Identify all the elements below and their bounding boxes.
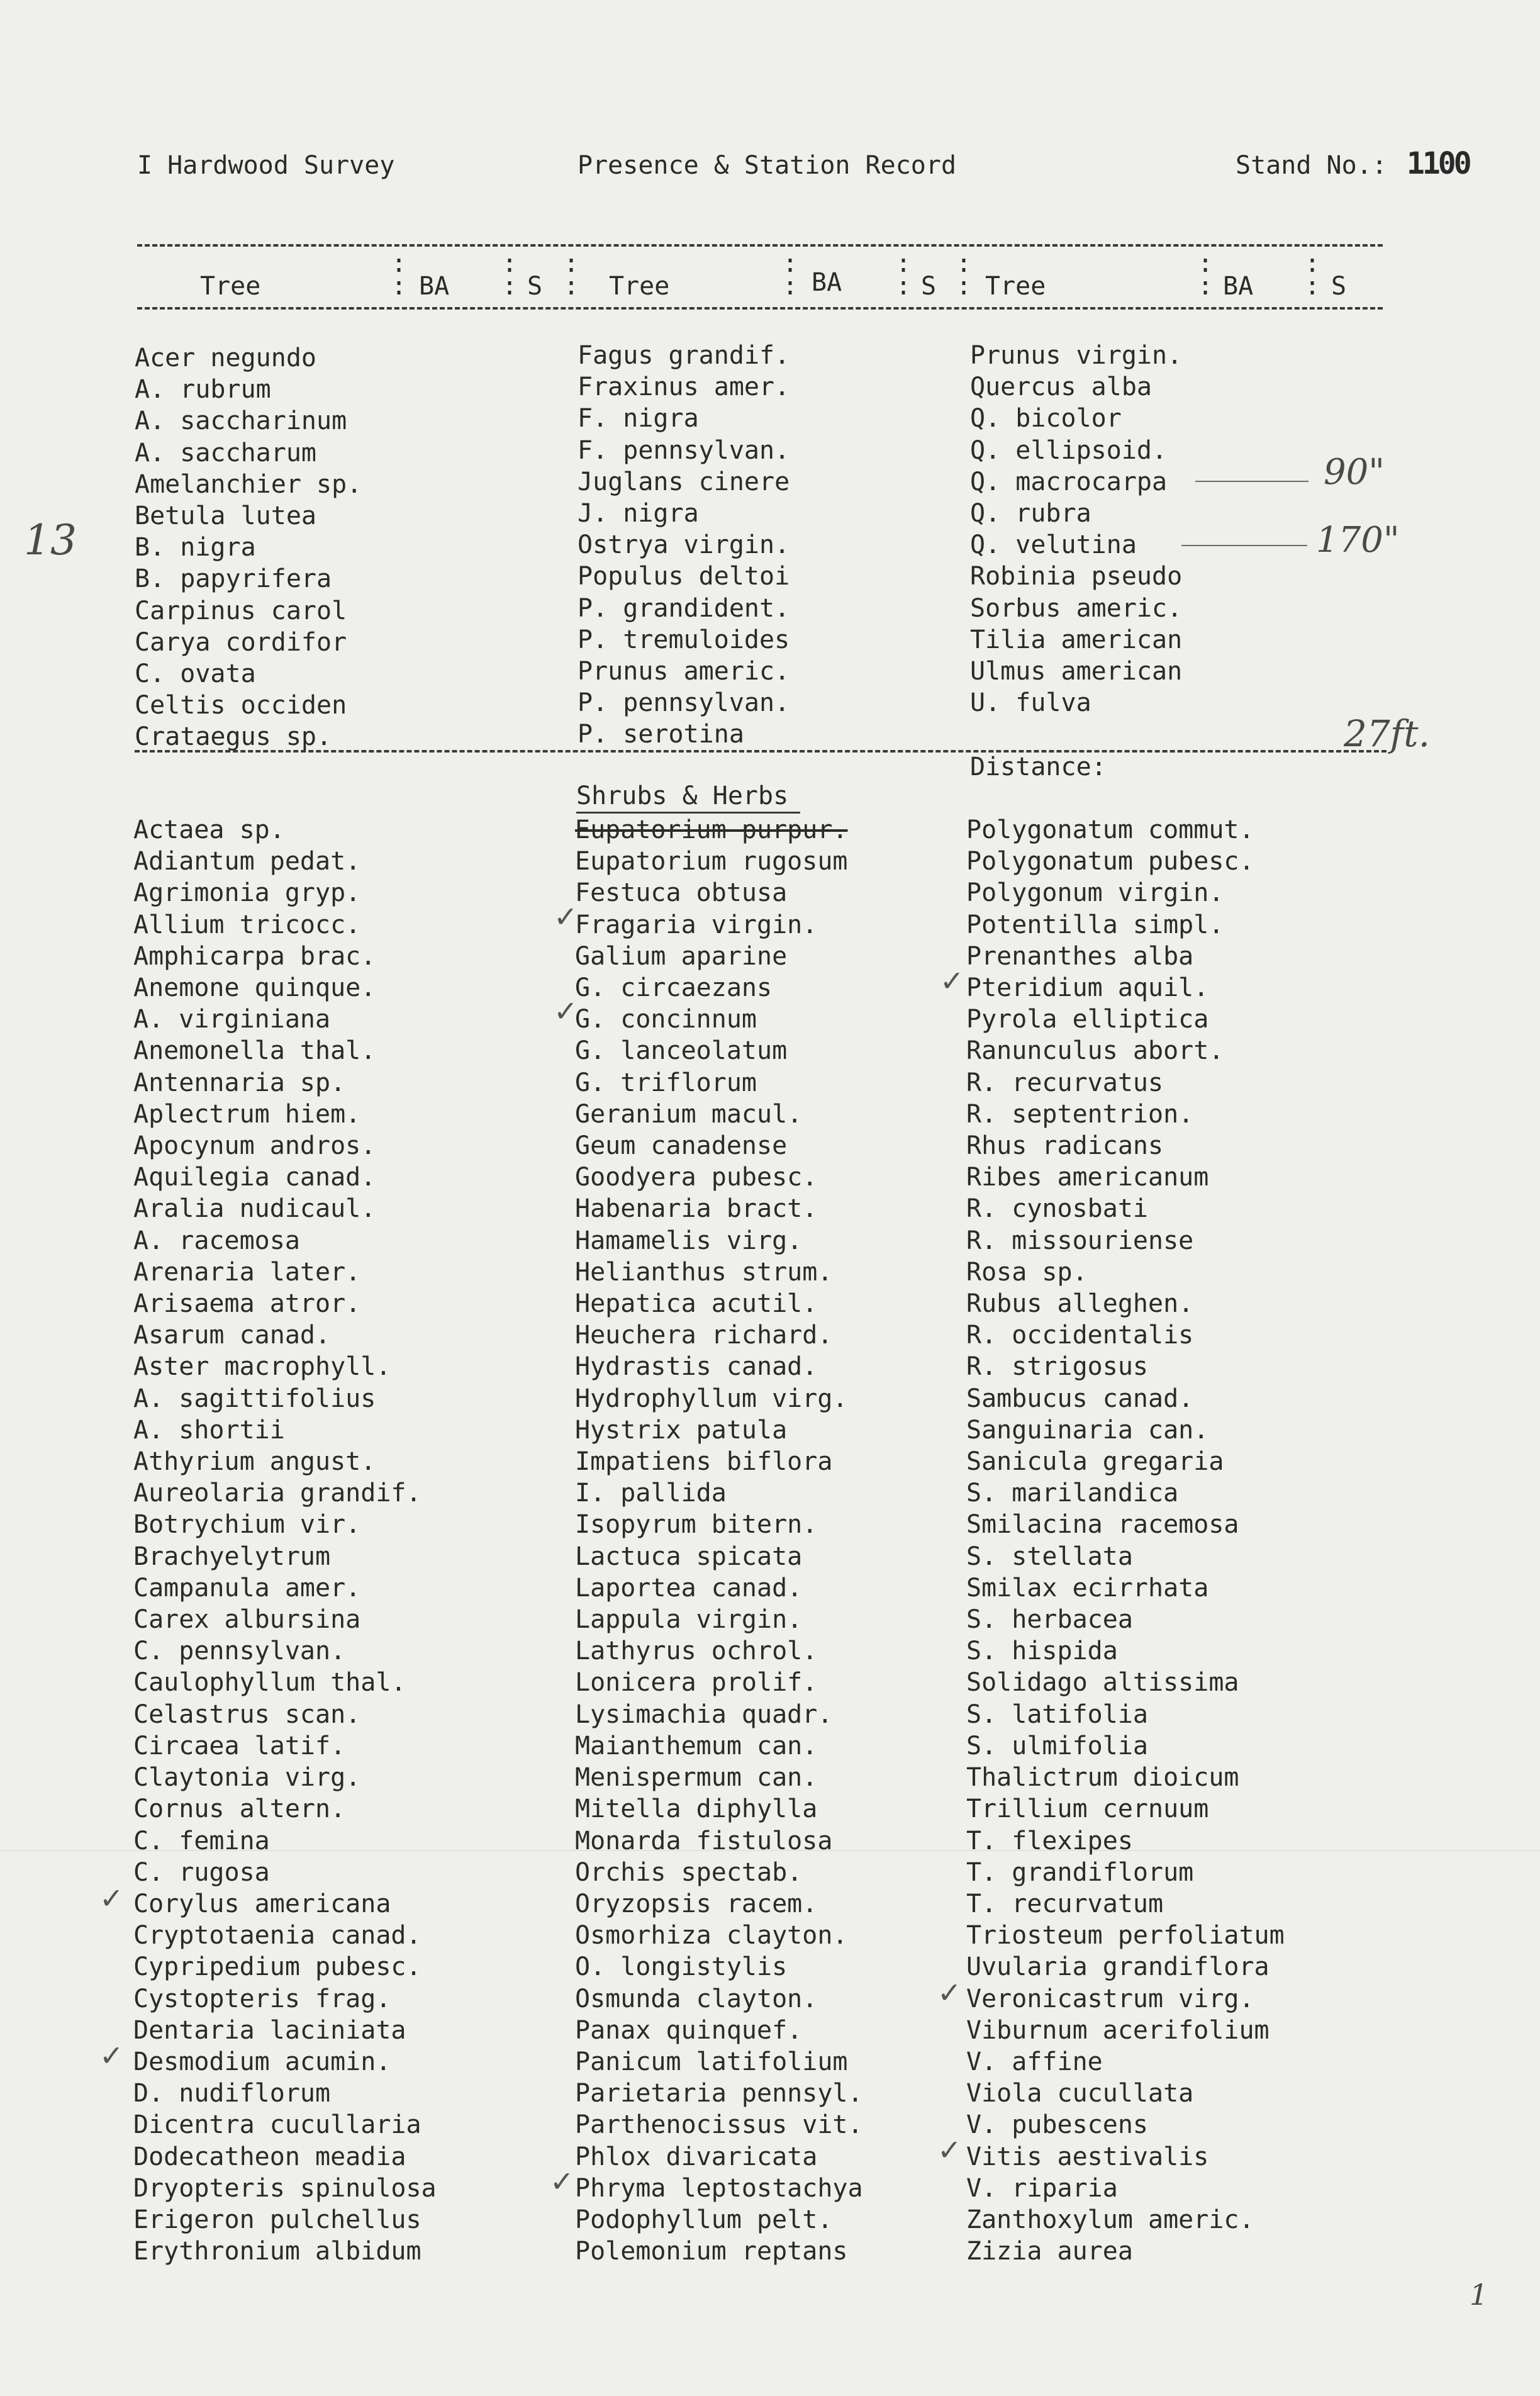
list-item: P. pennsylvan. — [578, 688, 790, 718]
list-item: Viburnum acerifolium — [966, 2015, 1269, 2045]
list-item: Oryzopsis racem. — [575, 1889, 818, 1918]
list-item: R. missouriense — [966, 1226, 1194, 1255]
list-item: Aquilegia canad. — [133, 1163, 376, 1192]
list-item: Impatiens biflora — [575, 1447, 833, 1477]
list-item: D. nudiflorum — [133, 2079, 331, 2108]
list-item: A. sagittifolius — [133, 1384, 376, 1413]
list-item: G. circaezans — [575, 973, 773, 1003]
list-item: V. affine — [966, 2047, 1103, 2076]
list-item: V. pubescens — [966, 2110, 1148, 2140]
list-item: Aureolaria grandif. — [133, 1479, 421, 1508]
list-item: Q. velutina — [970, 530, 1137, 560]
list-item: I. pallida — [575, 1479, 727, 1508]
list-item: Parthenocissus vit. — [575, 2110, 863, 2140]
list-item: B. nigra — [135, 533, 256, 563]
section-rule — [135, 750, 1387, 753]
distance-value: 27ft. — [1344, 712, 1431, 755]
list-item: Dentaria laciniata — [133, 2015, 406, 2045]
list-item: Hepatica acutil. — [575, 1289, 818, 1319]
list-item: Circaea latif. — [133, 1731, 346, 1761]
list-item: P. tremuloides — [578, 625, 790, 654]
list-item: A. rubrum — [135, 375, 271, 405]
list-item: Pyrola elliptica — [966, 1005, 1209, 1034]
herb-list-col3 — [966, 814, 1285, 2267]
list-item: Uvularia grandiflora — [966, 1952, 1269, 1982]
list-item: Lonicera prolif. — [575, 1668, 818, 1698]
list-item: P. grandident. — [578, 593, 790, 623]
list-item: Actaea sp. — [133, 815, 285, 844]
list-item: Hydrophyllum virg. — [575, 1384, 848, 1413]
col-head-s-1: S — [527, 272, 543, 301]
list-item: Sambucus canad. — [966, 1384, 1194, 1413]
list-item: A. racemosa — [133, 1226, 300, 1255]
col-head-tree-2: Tree — [609, 272, 670, 301]
list-item: Maianthemum can. — [575, 1731, 818, 1761]
list-item: R. recurvatus — [966, 1068, 1164, 1097]
velutina-value: 170" — [1316, 520, 1400, 561]
list-item: U. fulva — [970, 688, 1091, 718]
corner-mark: 1 — [1470, 2278, 1488, 2312]
list-item: Laportea canad. — [575, 1573, 803, 1603]
check-mark-icon: ✓ — [937, 2133, 962, 2167]
annotation-line — [1195, 481, 1308, 482]
list-item: Rhus radicans — [966, 1131, 1164, 1161]
list-item: S. latifolia — [966, 1699, 1148, 1729]
list-item: F. nigra — [578, 404, 699, 434]
annotation-line — [1181, 545, 1307, 546]
list-item: Q. bicolor — [970, 404, 1122, 434]
list-item: Caulophyllum thal. — [133, 1668, 406, 1698]
col-sep: : — [564, 272, 579, 301]
list-item: Desmodium acumin. — [133, 2047, 391, 2076]
list-item: Fagus grandif. — [578, 341, 790, 370]
list-item: Zizia aurea — [966, 2237, 1133, 2266]
list-item: Goodyera pubesc. — [575, 1163, 818, 1192]
list-item: Arisaema atror. — [133, 1289, 361, 1319]
list-item: Sorbus americ. — [970, 593, 1183, 623]
check-mark-icon: ✓ — [554, 900, 578, 934]
check-mark-icon: ✓ — [940, 964, 964, 998]
list-item: G. concinnum — [575, 1005, 757, 1034]
herb-list-col1 — [133, 814, 437, 2267]
col-head-tree-1: Tree — [200, 272, 261, 301]
list-item: Celtis occiden — [135, 691, 347, 720]
list-item: Eupatorium rugosum — [575, 847, 848, 876]
col-sep: : — [391, 272, 407, 301]
check-mark-icon: ✓ — [937, 1976, 962, 2010]
list-item: Lactuca spicata — [575, 1542, 803, 1571]
distance-label: Distance: — [970, 753, 1107, 781]
col-head-ba-3: BA — [1223, 272, 1254, 301]
list-item: G. lanceolatum — [575, 1036, 788, 1066]
col-head-s-2: S — [921, 272, 937, 301]
list-item: Q. ellipsoid. — [970, 435, 1168, 465]
heading-underline — [576, 812, 800, 814]
list-item: S. stellata — [966, 1542, 1133, 1571]
list-item: Agrimonia gryp. — [133, 878, 361, 908]
list-item: Ribes americanum — [966, 1163, 1209, 1192]
list-item: S. marilandica — [966, 1479, 1179, 1508]
list-item: Sanguinaria can. — [966, 1415, 1209, 1445]
list-item: A. virginiana — [133, 1005, 331, 1034]
list-item: Pteridium aquil. — [966, 973, 1209, 1003]
list-item: Asarum canad. — [133, 1321, 331, 1350]
list-item: Cypripedium pubesc. — [133, 1952, 421, 1982]
list-item: Crataegus sp. — [135, 722, 332, 752]
list-item: Triosteum perfoliatum — [966, 1921, 1285, 1951]
list-item: Galium aparine — [575, 941, 788, 971]
col-sep: : — [391, 249, 407, 278]
paper-fold — [0, 1850, 1540, 1851]
header-top-rule — [137, 244, 1383, 247]
col-sep: : — [896, 249, 912, 278]
list-item: Arenaria later. — [133, 1257, 361, 1287]
list-item: Phlox divaricata — [575, 2142, 818, 2171]
list-item: Tilia american — [970, 625, 1183, 654]
list-item: R. septentrion. — [966, 1099, 1194, 1129]
list-item: J. nigra — [578, 499, 699, 529]
list-item: Quercus alba — [970, 372, 1152, 402]
list-item: Lysimachia quadr. — [575, 1699, 833, 1729]
list-item: Rosa sp. — [966, 1257, 1088, 1287]
list-item: Populus deltoi — [578, 562, 790, 591]
col-sep: : — [502, 272, 518, 301]
list-item: Habenaria bract. — [575, 1194, 818, 1224]
stand-label: Stand No.: — [1236, 151, 1387, 180]
list-item: Viola cucullata — [966, 2079, 1194, 2108]
list-item: Juglans cinere — [578, 467, 790, 496]
col-sep: : — [502, 249, 518, 278]
list-item: O. longistylis — [575, 1952, 788, 1982]
list-item: Cystopteris frag. — [133, 1984, 391, 2013]
list-item: Rubus alleghen. — [966, 1289, 1194, 1319]
col-sep: : — [896, 272, 912, 301]
col-sep: : — [783, 272, 798, 301]
list-item: Vitis aestivalis — [966, 2142, 1209, 2171]
list-item: Dicentra cucullaria — [133, 2110, 421, 2140]
list-item: B. papyrifera — [135, 564, 332, 594]
list-item: Botrychium vir. — [133, 1510, 361, 1540]
list-item: Ostrya virgin. — [578, 530, 790, 560]
list-item: Eupatorium purpur. — [575, 815, 848, 844]
list-item: Carex albursina — [133, 1605, 361, 1635]
list-item: Amphicarpa brac. — [133, 941, 376, 971]
list-item: Prenanthes alba — [966, 941, 1194, 971]
list-item: Aplectrum hiem. — [133, 1099, 361, 1129]
list-item: Hydrastis canad. — [575, 1352, 818, 1382]
list-item: Dryopteris spinulosa — [133, 2173, 437, 2203]
list-item: Prunus americ. — [578, 657, 790, 686]
check-mark-icon: ✓ — [99, 1881, 124, 1915]
list-item: Thalictrum dioicum — [966, 1763, 1239, 1793]
list-item: A. shortii — [133, 1415, 285, 1445]
list-item: Dodecatheon meadia — [133, 2142, 406, 2171]
list-item: Polygonatum commut. — [966, 815, 1254, 844]
list-item: Aster macrophyll. — [133, 1352, 391, 1382]
col-sep: : — [1198, 272, 1214, 301]
list-item: Monarda fistulosa — [575, 1826, 833, 1856]
list-item: Corylus americana — [133, 1889, 391, 1918]
list-item: Veronicastrum virg. — [966, 1984, 1254, 2013]
list-item: R. strigosus — [966, 1352, 1148, 1382]
list-item: Anemonella thal. — [133, 1036, 376, 1066]
list-item: T. grandiflorum — [966, 1857, 1194, 1887]
list-item: Claytonia virg. — [133, 1763, 361, 1793]
list-item: Panax quinquef. — [575, 2015, 803, 2045]
list-item: Hamamelis virg. — [575, 1226, 803, 1255]
list-item: C. femina — [133, 1826, 270, 1856]
list-item: Fragaria virgin. — [575, 910, 818, 939]
list-item: Lathyrus ochrol. — [575, 1637, 818, 1666]
list-item: Apocynum andros. — [133, 1131, 376, 1161]
col-sep: : — [783, 249, 798, 278]
list-item: Anemone quinque. — [133, 973, 376, 1003]
list-item: T. recurvatum — [966, 1889, 1164, 1918]
list-item: Cornus altern. — [133, 1794, 346, 1824]
check-mark-icon: ✓ — [99, 2039, 124, 2073]
list-item: Smilacina racemosa — [966, 1510, 1239, 1540]
list-item: T. flexipes — [966, 1826, 1133, 1856]
col-head-s-3: S — [1331, 272, 1347, 301]
list-item: C. ovata — [135, 659, 256, 689]
list-item: Allium tricocc. — [133, 910, 361, 939]
list-item: Menispermum can. — [575, 1763, 818, 1793]
list-item: Panicum latifolium — [575, 2047, 848, 2076]
macrocarpa-value: 90" — [1324, 452, 1385, 493]
list-item: Q. rubra — [970, 499, 1091, 529]
list-item: Erigeron pulchellus — [133, 2205, 421, 2234]
list-item: S. herbacea — [966, 1605, 1133, 1635]
list-item: Prunus virgin. — [970, 341, 1183, 370]
tree-list-col1 — [135, 342, 362, 753]
list-item: Orchis spectab. — [575, 1857, 803, 1887]
list-item: Polygonum virgin. — [966, 878, 1224, 908]
list-item: Celastrus scan. — [133, 1699, 361, 1729]
list-item: R. occidentalis — [966, 1321, 1194, 1350]
list-item: Hystrix patula — [575, 1415, 788, 1445]
tree-list-col2 — [578, 340, 790, 751]
list-item: Geranium macul. — [575, 1099, 803, 1129]
list-item: Polygonatum pubesc. — [966, 847, 1254, 876]
list-item: Helianthus strum. — [575, 1257, 833, 1287]
list-item: S. hispida — [966, 1637, 1118, 1666]
col-sep: : — [1305, 272, 1320, 301]
col-sep: : — [956, 272, 972, 301]
list-item: C. rugosa — [133, 1857, 270, 1887]
col-sep: : — [1305, 249, 1320, 278]
col-head-ba-2: BA — [812, 268, 842, 297]
list-item: Carpinus carol — [135, 596, 347, 625]
list-item: Solidago altissima — [966, 1668, 1239, 1698]
list-item: Smilax ecirrhata — [966, 1573, 1209, 1603]
list-item: Q. macrocarpa — [970, 467, 1168, 496]
col-sep: : — [956, 249, 972, 278]
list-item: Betula lutea — [135, 501, 316, 531]
list-item: Robinia pseudo — [970, 562, 1183, 591]
list-item: Polemonium reptans — [575, 2237, 848, 2266]
list-item: Phryma leptostachya — [575, 2173, 863, 2203]
list-item: R. cynosbati — [966, 1194, 1148, 1224]
shrubs-herbs-heading: Shrubs & Herbs — [576, 781, 789, 810]
list-item: Aralia nudicaul. — [133, 1194, 376, 1224]
list-item: Athyrium angust. — [133, 1447, 376, 1477]
list-item: Ranunculus abort. — [966, 1036, 1224, 1066]
col-head-tree-3: Tree — [985, 272, 1046, 301]
list-item: Acer negundo — [135, 344, 316, 372]
list-item: Sanicula gregaria — [966, 1447, 1224, 1477]
list-item: Fraxinus amer. — [578, 372, 790, 402]
list-item: Brachyelytrum — [133, 1542, 331, 1571]
list-item: Lappula virgin. — [575, 1605, 803, 1635]
list-item: Geum canadense — [575, 1131, 788, 1161]
list-item: Carya cordifor — [135, 627, 347, 657]
list-item: Cryptotaenia canad. — [133, 1921, 421, 1951]
col-head-ba-1: BA — [419, 272, 450, 301]
list-item: Parietaria pennsyl. — [575, 2079, 863, 2108]
list-item: P. serotina — [578, 720, 744, 749]
record-title: Presence & Station Record — [578, 151, 957, 180]
list-item: Mitella diphylla — [575, 1794, 818, 1824]
list-item: Festuca obtusa — [575, 878, 788, 908]
tree-list-col3 — [970, 340, 1182, 719]
list-item: Potentilla simpl. — [966, 910, 1224, 939]
list-item: Podophyllum pelt. — [575, 2205, 833, 2234]
list-item: G. triflorum — [575, 1068, 757, 1097]
col-sep: : — [564, 249, 579, 278]
list-item: Osmorhiza clayton. — [575, 1921, 848, 1951]
herb-list-col2 — [575, 814, 863, 2267]
list-item: Isopyrum bitern. — [575, 1510, 818, 1540]
col-sep: : — [1198, 249, 1214, 278]
list-item: Ulmus american — [970, 657, 1183, 686]
check-mark-icon: ✓ — [554, 994, 578, 1028]
check-mark-icon: ✓ — [550, 2164, 574, 2198]
survey-title: I Hardwood Survey — [137, 151, 395, 180]
list-item: Trillium cernuum — [966, 1794, 1209, 1824]
margin-number: 13 — [24, 516, 77, 564]
list-item: S. ulmifolia — [966, 1731, 1148, 1761]
list-item: C. pennsylvan. — [133, 1637, 346, 1666]
list-item: Erythronium albidum — [133, 2237, 421, 2266]
list-item: Osmunda clayton. — [575, 1984, 818, 2013]
list-item: V. riparia — [966, 2173, 1118, 2203]
list-item: Campanula amer. — [133, 1573, 361, 1603]
list-item: Heuchera richard. — [575, 1321, 833, 1350]
list-item: Amelanchier sp. — [135, 469, 362, 499]
list-item: Adiantum pedat. — [133, 847, 361, 876]
list-item: A. saccharinum — [135, 406, 347, 436]
list-item: F. pennsylvan. — [578, 435, 790, 465]
header-bottom-rule — [137, 307, 1383, 310]
list-item: A. saccharum — [135, 438, 316, 467]
list-item: Zanthoxylum americ. — [966, 2205, 1254, 2234]
list-item: Antennaria sp. — [133, 1068, 346, 1097]
stand-number: 1100 — [1407, 146, 1470, 181]
